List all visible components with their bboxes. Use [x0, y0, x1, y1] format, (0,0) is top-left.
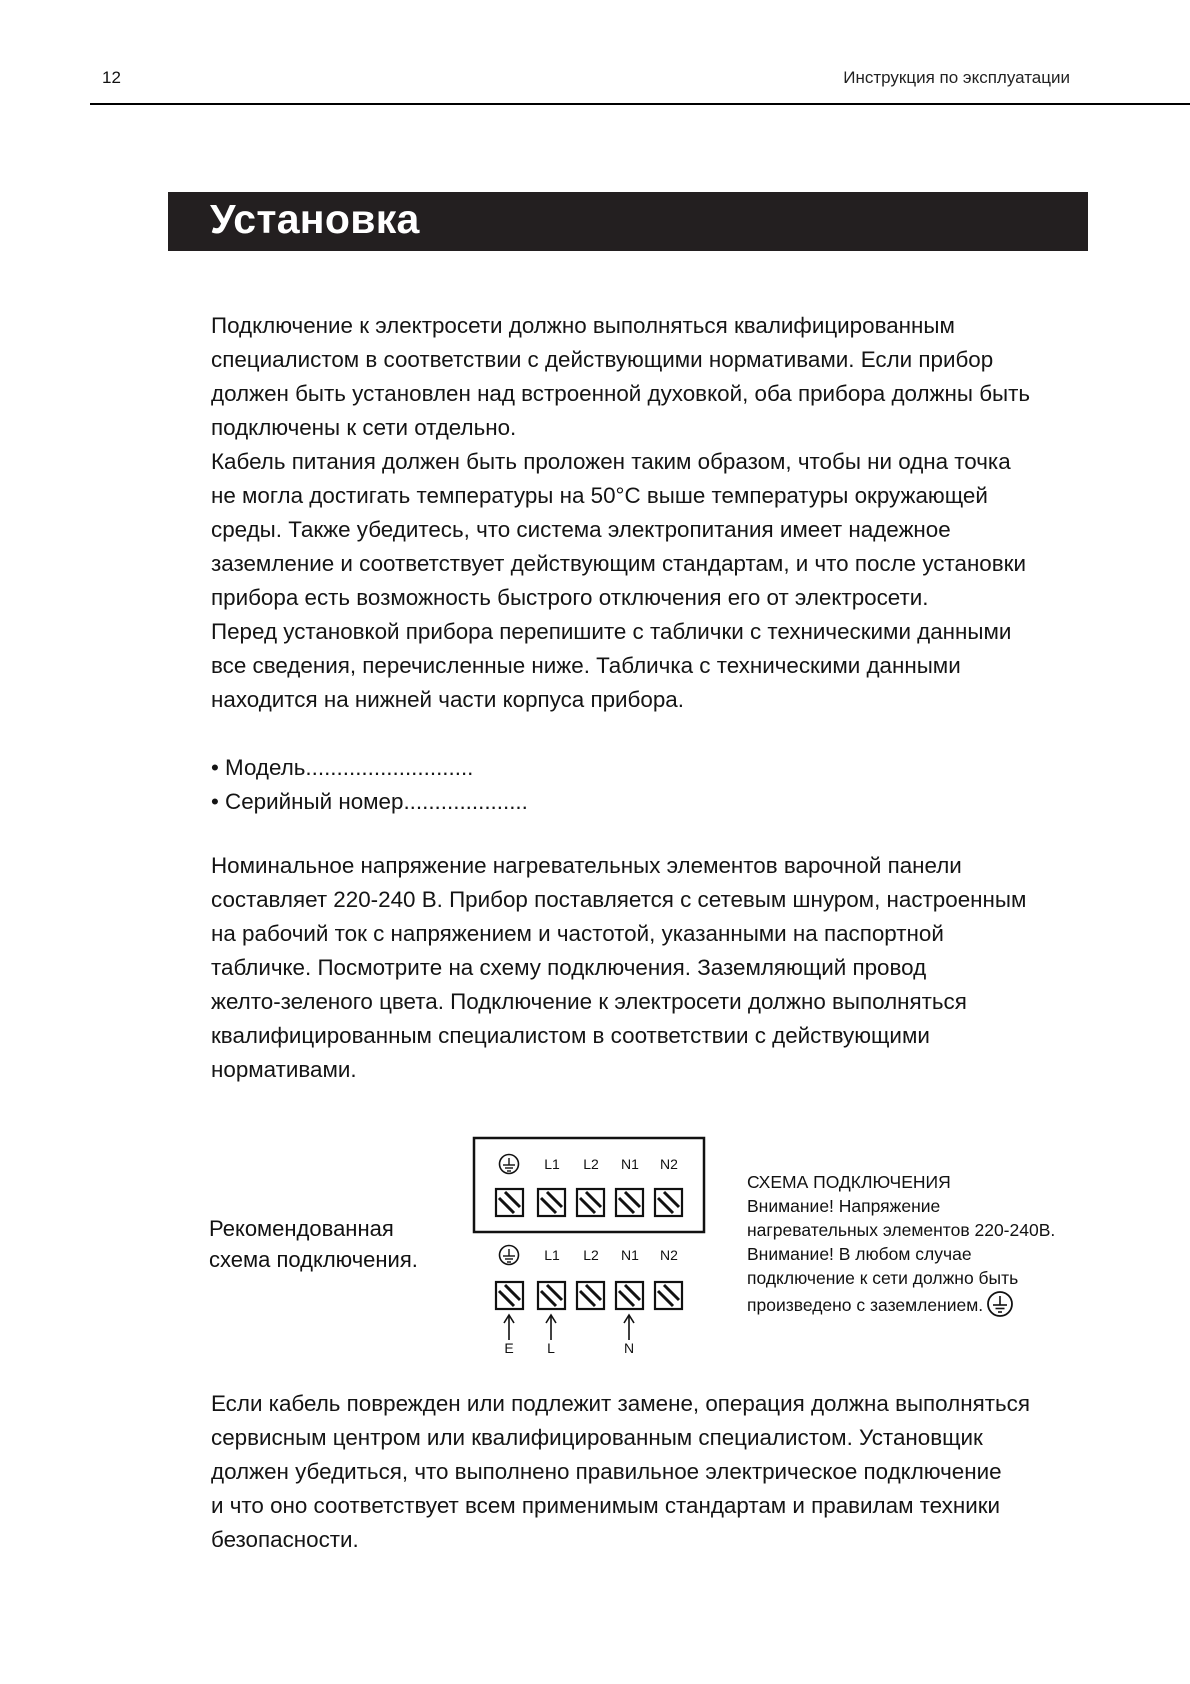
paragraph-line: квалифицированным специалистом в соответствии с действующими — [211, 1023, 930, 1048]
ground-icon — [500, 1155, 519, 1174]
recommended-scheme-label — [209, 1213, 418, 1275]
ground-icon — [986, 1290, 1014, 1318]
page-number: 12 — [102, 68, 121, 87]
section-banner — [168, 192, 1088, 251]
running-header: Инструкция по эксплуатации — [843, 68, 1070, 87]
ground-icon — [500, 1246, 519, 1265]
terminal-screw — [496, 1282, 523, 1309]
legend-line-last — [747, 1290, 1055, 1318]
wire-label-L: L — [547, 1340, 555, 1356]
arrow-up-icon — [504, 1315, 514, 1340]
paragraph-line: не могла достигать температуры на 50°С выше температуры окружающей — [211, 483, 988, 508]
recommended-label-line: Рекомендованная — [209, 1216, 394, 1241]
terminal-screw — [616, 1189, 643, 1216]
paragraph-line: нормативами. — [211, 1057, 357, 1082]
paragraph-line: табличке. Посмотрите на схему подключения. Заземляющий провод — [211, 955, 927, 980]
terminal-screw — [538, 1189, 565, 1216]
paragraph-line: желто-зеленого цвета. Подключение к электросети должно выполняться — [211, 989, 967, 1014]
paragraph-voltage — [211, 849, 1111, 1087]
paragraph-line: прибора есть возможность быстрого отключения его от электросети. — [211, 585, 929, 610]
terminal-screw — [616, 1282, 643, 1309]
legend-line: Внимание! В любом случае — [747, 1244, 972, 1264]
terminal-label-N2: N2 — [660, 1247, 678, 1263]
terminal-label-L2: L2 — [583, 1156, 599, 1172]
list-item-serial: • Серийный номер.................... — [211, 789, 528, 814]
terminal-label-N2: N2 — [660, 1156, 678, 1172]
legend-line: подключение к сети должно быть — [747, 1268, 1019, 1288]
paragraph-line: и что оно соответствует всем применимым стандартам и правилам техники — [211, 1493, 1001, 1518]
terminal-label-N1: N1 — [621, 1247, 639, 1263]
section-title: Установка — [210, 196, 420, 242]
wire-label-N: N — [623, 1340, 635, 1356]
paragraph-line: сервисным центром или квалифицированным специалистом. Установщик — [211, 1425, 983, 1450]
paragraph-line: специалистом в соответствии с действующими нормативами. Если прибор — [211, 347, 994, 372]
paragraph-power-connection — [211, 309, 1111, 717]
paragraph-line: должен убедиться, что выполнено правильное электрическое подключение — [211, 1459, 1002, 1484]
terminal-label-L1: L1 — [544, 1247, 560, 1263]
paragraph-line: на рабочий ток с напряжением и частотой, указанными на паспортной — [211, 921, 944, 946]
terminal-label-L2: L2 — [583, 1247, 599, 1263]
legend-line-text: произведено с заземлением. — [747, 1295, 984, 1315]
terminal-screw — [655, 1189, 682, 1216]
paragraph-line: Подключение к электросети должно выполняться квалифицированным — [211, 313, 955, 338]
legend-line: Внимание! Напряжение — [747, 1196, 941, 1216]
paragraph-line: подключены к сети отдельно. — [211, 415, 517, 440]
legend-title: СХЕМА ПОДКЛЮЧЕНИЯ — [747, 1172, 951, 1192]
recommended-label-line: схема подключения. — [209, 1247, 418, 1272]
terminal-screw — [538, 1282, 565, 1309]
terminal-screw — [577, 1189, 604, 1216]
terminal-screw — [496, 1189, 523, 1216]
paragraph-line: находится на нижней части корпуса прибора. — [211, 687, 684, 712]
paragraph-line: Кабель питания должен быть проложен таким образом, чтобы ни одна точка — [211, 449, 1011, 474]
paragraph-line: среды. Также убедитесь, что система электропитания имеет надежное — [211, 517, 951, 542]
arrow-up-icon — [624, 1315, 634, 1340]
paragraph-line: безопасности. — [211, 1527, 359, 1552]
paragraph-line: должен быть установлен над встроенной духовкой, оба прибора должны быть — [211, 381, 1031, 406]
terminal-screw — [577, 1282, 604, 1309]
arrow-up-icon — [546, 1315, 556, 1340]
list-item-model: • Модель........................... — [211, 755, 474, 780]
info-list — [211, 751, 1111, 819]
connection-legend — [747, 1170, 1055, 1318]
paragraph-cable-replacement — [211, 1387, 1111, 1557]
terminal-label-L1: L1 — [544, 1156, 560, 1172]
wire-label-E: E — [504, 1340, 514, 1356]
legend-line: нагревательных элементов 220-240В. — [747, 1220, 1056, 1240]
paragraph-line: составляет 220-240 В. Прибор поставляется с сетевым шнуром, настроенным — [211, 887, 1027, 912]
header-divider — [90, 103, 1190, 105]
paragraph-line: Если кабель поврежден или подлежит замене, операция должна выполняться — [211, 1391, 1030, 1416]
paragraph-line: Перед установкой прибора перепишите с таблички с техническими данными — [211, 619, 1012, 644]
paragraph-line: все сведения, перечисленные ниже. Табличка с техническими данными — [211, 653, 961, 678]
terminal-block-frame — [474, 1138, 704, 1232]
paragraph-line: Номинальное напряжение нагревательных элементов варочной панели — [211, 853, 962, 878]
terminal-label-N1: N1 — [621, 1156, 639, 1172]
paragraph-line: заземление и соответствует действующим стандартам, и что после установки — [211, 551, 1026, 576]
terminal-screw — [655, 1282, 682, 1309]
wiring-diagram — [470, 1134, 710, 1358]
